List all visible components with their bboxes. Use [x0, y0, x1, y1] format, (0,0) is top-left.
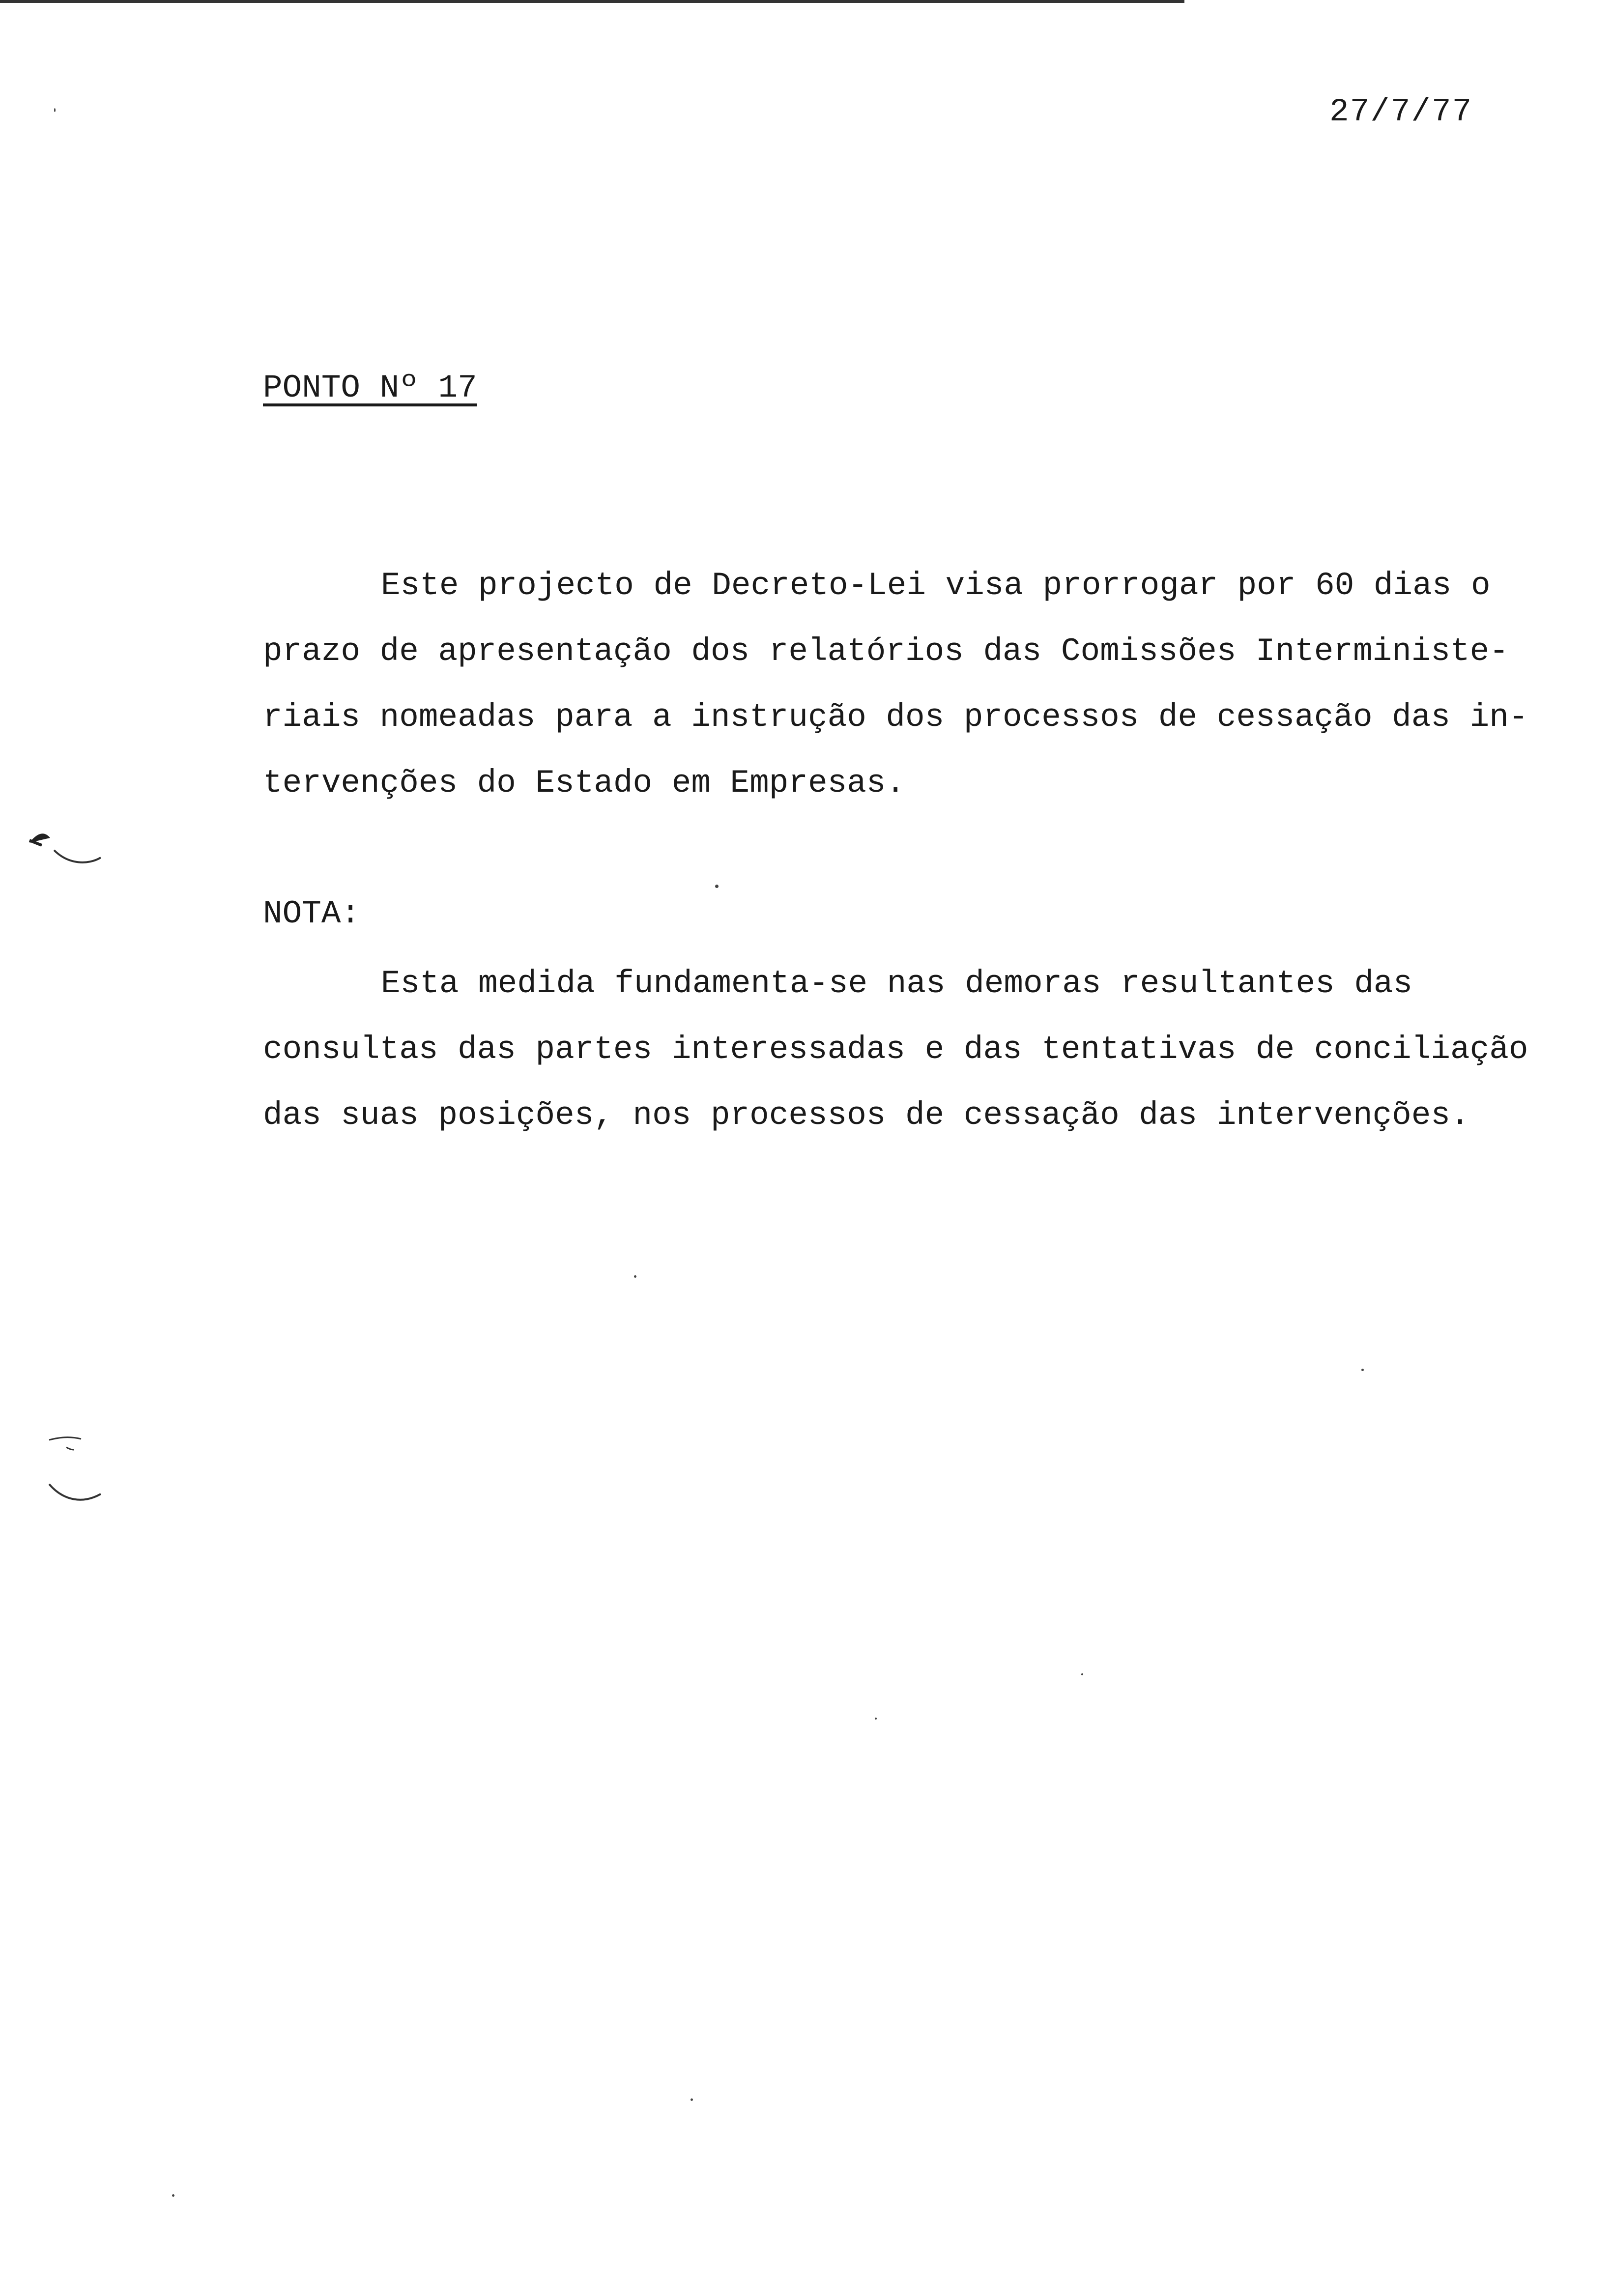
handwritten-margin-marks	[20, 811, 108, 1523]
nota-label: NOTA:	[263, 895, 361, 932]
paragraph-line: tervenções do Estado em Empresas.	[263, 765, 906, 802]
top-edge-rule	[0, 0, 1184, 3]
paragraph-line: Este projecto de Decreto-Lei visa prorrogar por 60 dias o	[381, 567, 1491, 604]
body-paragraph-1	[263, 553, 1551, 816]
paragraph-line: prazo de apresentação dos relatórios das Comissões Interministe-	[263, 633, 1509, 670]
paragraph-line: das suas posições, nos processos de cessação das intervenções.	[263, 1097, 1470, 1134]
paragraph-line: consultas das partes interessadas e das tentativas de conciliação	[263, 1031, 1528, 1068]
scan-speck	[715, 885, 719, 888]
scan-speck	[1361, 1369, 1364, 1371]
body-paragraph-2	[263, 951, 1551, 1148]
document-date: 27/7/77	[1329, 93, 1473, 130]
scan-speck	[691, 2098, 693, 2101]
scan-speck	[54, 108, 56, 112]
scan-speck	[172, 2194, 174, 2197]
paragraph-line: riais nomeadas para a instrução dos processos de cessação das in-	[263, 699, 1528, 736]
section-heading: PONTO Nº 17	[263, 370, 477, 406]
scan-speck	[634, 1275, 636, 1278]
scan-speck	[1081, 1673, 1083, 1675]
paragraph-line: Esta medida fundamenta-se nas demoras resultantes das	[381, 965, 1413, 1002]
scan-speck	[875, 1718, 877, 1720]
